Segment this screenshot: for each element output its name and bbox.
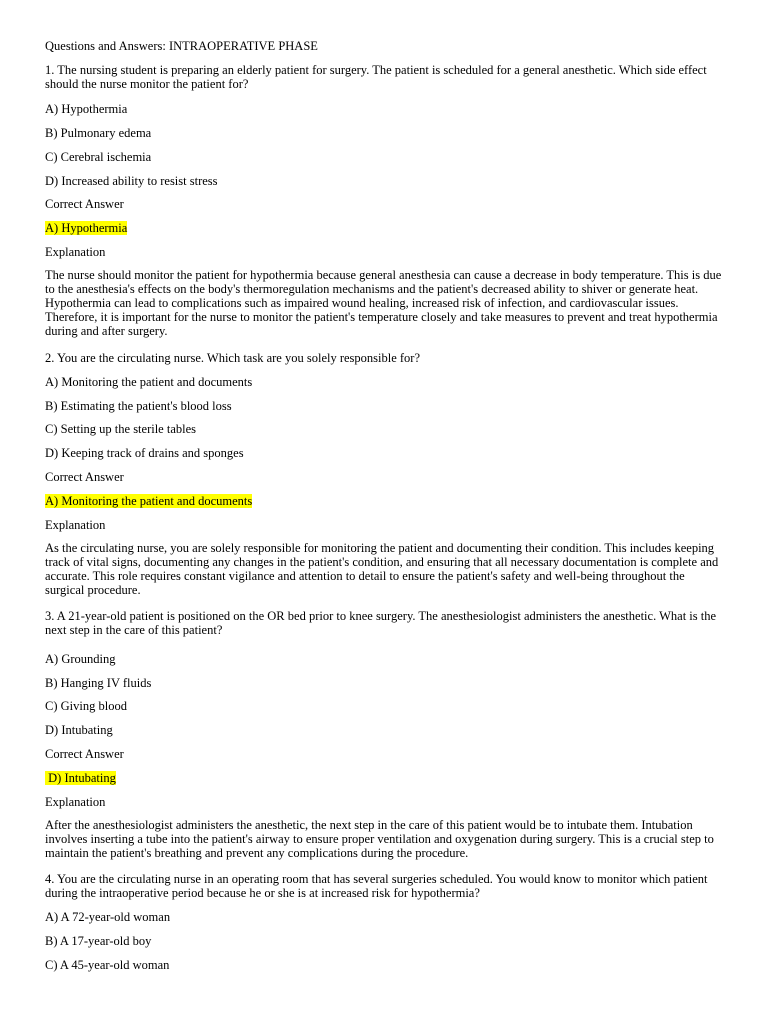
- question-3-option-b: B) Hanging IV fluids: [45, 676, 152, 690]
- question-1-option-c: C) Cerebral ischemia: [45, 150, 152, 164]
- question-3-explanation-label: Explanation: [45, 795, 106, 809]
- question-1-explanation-label: Explanation: [45, 245, 106, 259]
- question-1-correct-label: Correct Answer: [45, 197, 124, 211]
- question-3-correct-answer: D) Intubating: [45, 771, 116, 785]
- question-2-option-c: C) Setting up the sterile tables: [45, 422, 197, 436]
- question-4-option-a: A) A 72-year-old woman: [45, 910, 171, 924]
- question-3-correct-label: Correct Answer: [45, 747, 124, 761]
- question-3-option-d: D) Intubating: [45, 723, 113, 737]
- question-2-option-a: A) Monitoring the patient and documents: [45, 375, 253, 389]
- question-2-prompt: 2. You are the circulating nurse. Which task are you solely responsible for?: [45, 351, 421, 365]
- question-4-prompt: 4. You are the circulating nurse in an operating room that has several surgeries scheduled. You would know to monitor which patient during the intraoperative period because he or she is at increased risk for hypothermia?: [45, 872, 708, 900]
- question-3-option-c: C) Giving blood: [45, 699, 127, 713]
- question-1-correct-answer: A) Hypothermia: [45, 221, 128, 235]
- question-1-option-b: B) Pulmonary edema: [45, 126, 152, 140]
- question-2-correct-label: Correct Answer: [45, 470, 124, 484]
- question-2-correct-answer: A) Monitoring the patient and documents: [45, 494, 253, 508]
- question-2-explanation-label: Explanation: [45, 518, 106, 532]
- question-4-option-c: C) A 45-year-old woman: [45, 958, 170, 972]
- question-3-explanation: After the anesthesiologist administers the anesthetic, the next step in the care of this patient would be to intubate them. Intubation involves inserting a tube into the patient's airway to ensure proper ventilation and oxygenation during surgery. This is a crucial step to maintain the patient's breathing and prevent any complications during the procedure.: [45, 818, 714, 860]
- question-3-option-a: A) Grounding: [45, 652, 116, 666]
- question-1-option-d: D) Increased ability to resist stress: [45, 174, 218, 188]
- question-2-option-d: D) Keeping track of drains and sponges: [45, 446, 244, 460]
- question-4-option-b: B) A 17-year-old boy: [45, 934, 152, 948]
- document-title: Questions and Answers: INTRAOPERATIVE PHASE: [45, 39, 318, 53]
- question-1-option-a: A) Hypothermia: [45, 102, 128, 116]
- question-3-prompt: 3. A 21-year-old patient is positioned on the OR bed prior to knee surgery. The anesthesiologist administers the anesthetic. What is the next step in the care of this patient?: [45, 609, 717, 637]
- question-2-option-b: B) Estimating the patient's blood loss: [45, 399, 232, 413]
- question-2-explanation: As the circulating nurse, you are solely responsible for monitoring the patient and documenting their condition. This includes keeping track of vital signs, documenting any changes in the patient's condition, and ensuring that all necessary documentation is complete and accurate. This role requires constant vigilance and attention to detail to ensure the patient's safety and well-being throughout the surgical procedure.: [45, 541, 719, 597]
- question-1-prompt: 1. The nursing student is preparing an elderly patient for surgery. The patient is scheduled for a general anesthetic. Which side effect should the nurse monitor the patient for?: [45, 63, 707, 91]
- question-1-explanation: The nurse should monitor the patient for hypothermia because general anesthesia can cause a decrease in body temperature. This is due to the anesthesia's effects on the body's thermoregulation mechanisms and the patient's decreased ability to shiver or generate heat. Hypothermia can lead to complications such as impaired wound healing, increased risk of infection, and cardiovascular issues. Therefore, it is important for the nurse to monitor the patient's temperature closely and take measures to prevent and treat hypothermia during and after surgery.: [45, 268, 722, 338]
